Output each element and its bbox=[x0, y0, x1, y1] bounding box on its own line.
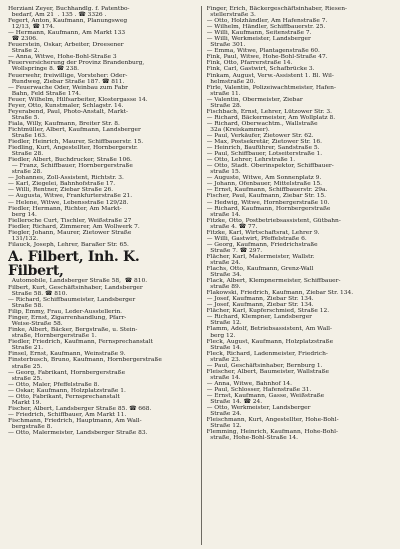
directory-entry: straße, Hohe-Bohl-Straße 14. bbox=[206, 435, 299, 442]
directory-entry: 131/132. bbox=[8, 235, 39, 242]
directory-entry: Fleck, August, Kaufmann, Holzplatzstraße bbox=[206, 338, 334, 345]
directory-entry: Straße 58. bbox=[8, 303, 44, 310]
directory-entry: Flamm, Adolf, Betriebsassistent, Am Wall- bbox=[206, 326, 332, 333]
directory-entry: Finkam, August, Verw.-Assistent 1. Bl. Wil- bbox=[206, 72, 334, 79]
directory-entry: Fischer, Paul, Kaufmann, Ziebar Str. 15. bbox=[206, 193, 327, 200]
directory-entry: Rundweg, Ziebar Straße 187. ☎ 811. bbox=[8, 78, 125, 85]
directory-entry: Filip, Emmy, Frau, Leder-Ausstellerin. bbox=[8, 309, 122, 316]
directory-entry: Fitzke, Karl, Wirtschaftsrat, Lehrer 9. bbox=[206, 229, 320, 236]
directory-entry: — Otto, Werkmeister, Landsberger bbox=[206, 405, 311, 412]
directory-entry: Fink, Otto, Pfarrerstraße 14. bbox=[206, 60, 293, 67]
directory-entry: Fiedler, Albert, Buchdrucker, Straße 106. bbox=[8, 157, 132, 164]
directory-entry: — Heinrich, Bauführer, Sandstraße 5. bbox=[206, 145, 320, 152]
directory-entry: Straße 14. ☎ 24. bbox=[206, 399, 263, 406]
directory-entry: — Josef, Kaufmann, Ziebar Str. 134. bbox=[206, 296, 314, 303]
directory-entry: — Auguste, Witwe, Am Sonnenplatz 9. bbox=[206, 175, 322, 182]
advertisement-subline: Automobile, Landsberger Straße 58, ☎ 810. bbox=[8, 277, 148, 284]
directory-entry: — Paul, Geschäftsinhaber, Bernburg 1. bbox=[206, 362, 323, 369]
directory-entry: Fleischmann, Kurt, Angestellter, Hohe-Bohl- bbox=[206, 417, 339, 424]
directory-entry: — Josef, Kaufmann, Ziebar Str. 134. bbox=[206, 302, 314, 309]
column-divider bbox=[201, 6, 202, 545]
directory-entry: Flachs, Otto, Kaufmann, Grenz-Wall bbox=[206, 266, 314, 273]
directory-entry: — Richard, Bäckermeister, Am Wollplatz 8. bbox=[206, 114, 336, 121]
directory-entry: Feuerstein, Oskar, Arbeiter, Dreesener bbox=[8, 42, 124, 49]
directory-entry: straße 15. bbox=[206, 169, 241, 176]
directory-entry: Fiedler, Hermann, Richter, Am Markt- bbox=[8, 205, 122, 212]
directory-entry: — Hedwig, Witwe, Hornbergerstraße 10. bbox=[206, 199, 330, 206]
directory-entry: — Emma, Witwe, Plantagenstraße 60. bbox=[206, 48, 320, 55]
directory-entry: — Max, Postsekretär, Zietower Str. 16. bbox=[206, 139, 322, 146]
directory-entry: Finger, Erich, Bäckergeschäftsinhaber, Riesen- bbox=[206, 6, 347, 12]
directory-entry: — Augusta, Witwe, Frankfurterstraße 21. bbox=[8, 193, 133, 200]
directory-entry: — Richard, Schiffbaumeister, Landsberger bbox=[8, 297, 136, 304]
directory-entry: bergstraße 8. bbox=[8, 424, 53, 430]
directory-entry: Fegert, Anton, Kaufmann, Planungsweg bbox=[8, 18, 128, 25]
directory-entry: — Otto, Malermeister, Landsberger Straße 83. bbox=[8, 430, 148, 437]
directory-entry: ☎ 2306. bbox=[8, 36, 38, 43]
directory-entry: Fischer, Albert, Landsberger Straße 85. ☎ 668. bbox=[8, 405, 152, 412]
directory-entry: Feyer, Otto, Kunstmaler, Schlagstr. 14. bbox=[8, 102, 124, 109]
directory-entry: Straße 7. ☎ 297. bbox=[206, 247, 263, 254]
directory-entry: — Willi, Rentner, Ziebar Straße 26. bbox=[8, 187, 114, 194]
directory-entry: Straße 5. bbox=[8, 114, 40, 121]
directory-entry: — Otto, Stadt. Oberinspektor, Schiffbauer- bbox=[206, 163, 334, 170]
directory-entry: straße 4. ☎ 77. bbox=[206, 223, 258, 230]
directory-entry: — Richard, Oberwachtm., Wallstraße bbox=[206, 120, 318, 127]
directory-entry: — Otto, Maler, Pfeffelstraße 8. bbox=[8, 381, 100, 388]
directory-entry: — Hermann, Kaufmann, Am Markt 133 bbox=[8, 30, 126, 37]
directory-entry: Flemming, Heinrich, Kaufmann, Hohe-Bohl- bbox=[206, 429, 338, 436]
right-column bbox=[207, 6, 395, 545]
directory-entry: Straße 34. bbox=[206, 272, 242, 279]
directory-entry: — Georg, Kaufmann, Friedrichstraße bbox=[206, 241, 318, 248]
directory-entry: — Paul, Schiffbauer, Lotseiterstraße 1. bbox=[206, 151, 323, 158]
directory-entry: bedarf, Am 21 . 135 . ☎ 3326 . bbox=[8, 12, 107, 19]
directory-entry: Feuerwehr, freiwillige, Vorsteher: Oder- bbox=[8, 72, 128, 79]
directory-entry: Fischmann, Friedrich, Hauptmann, Am Wall- bbox=[8, 417, 142, 424]
directory-entry: Flack, Albert, Klempnermeister, Schiffbauer- bbox=[206, 278, 341, 285]
directory-entry: — Paul, Schlosser, Hafenstraße 31. bbox=[206, 386, 312, 393]
directory-entry: Fleck, Richard, Ladenmeister, Friedrich- bbox=[206, 350, 328, 357]
directory-entry: straße 25. bbox=[8, 375, 43, 382]
directory-entry: Finsterbusch, Bruno, Kaufmann, Hornbergerstraße bbox=[8, 357, 162, 364]
directory-entry: Filbert, Kurt, Geschäftsinhaber, Landsberger bbox=[8, 284, 143, 291]
directory-entry: Fiala, Willy, Kaufmann, Breiter Str. 8. bbox=[8, 120, 120, 127]
directory-entry: Feuer, Wilhelm, Hilfsarbeiter, Klostergasse 14. bbox=[8, 96, 148, 103]
directory-entry: Fielleroche Curt, Tischler, Weißstraße 27 bbox=[8, 217, 132, 224]
directory-entry: Fiegler, Johann, Maurer, Zietower Straße bbox=[8, 229, 132, 236]
directory-entry: — Willi, Kaufmann, Seitenstraße 7. bbox=[206, 30, 312, 37]
directory-entry: — Anna, Witwe, Bahnhof 14. bbox=[206, 380, 293, 387]
directory-entry: — Wilhelm, Händler, Schiffbauerstr. 25. bbox=[206, 24, 326, 31]
directory-entry: Flakowski, Friedrich, Kaufmann, Ziebar Str. 134. bbox=[206, 290, 354, 297]
directory-entry: straße 25. bbox=[8, 363, 43, 370]
directory-entry: — Paul, Verkäufer, Zietower Str. 62. bbox=[206, 132, 314, 139]
directory-entry: Finke, Albert, Bäcker, Bergstraße, u. Stein- bbox=[8, 327, 138, 334]
directory-entry: Flächer, Karl, Malermeister, Wallstr. bbox=[206, 253, 315, 260]
directory-entry: Feyerabend, Paul, Photo-Anstalt, Markt- bbox=[8, 108, 129, 115]
directory-entry: Straße 28. bbox=[8, 151, 44, 158]
directory-entry: straße 23. bbox=[206, 356, 241, 363]
directory-entry: helmstraße 20. bbox=[206, 78, 256, 85]
directory-entry: — Ernst, Kaufmann, Gasse, Weißstraße bbox=[206, 393, 325, 399]
advertisement-heading: A. Filbert, Inh. K. Filbert, bbox=[8, 248, 145, 279]
directory-entry: Fiedler, Heinrich, Maurer, Schiffbauerstr. 15. bbox=[8, 139, 144, 146]
directory-entry: Straße 28. bbox=[206, 102, 242, 109]
directory-entry: — Franz, Schiffbauer, Hornbergerstraße bbox=[8, 163, 133, 170]
directory-entry: — Anna, Witwe, Hohe-Bohl-Straße 3 bbox=[8, 54, 117, 61]
directory-entry: Feuerversicherung der Provinz Brandenburg, bbox=[8, 60, 145, 67]
directory-entry: — Oskar, Kaufmann, Holzplatzstraße 1. bbox=[8, 387, 126, 394]
directory-entry: straße 14. bbox=[206, 211, 241, 218]
directory-entry: Straße 2. bbox=[8, 48, 40, 55]
directory-entry: straße 11. bbox=[206, 90, 241, 97]
directory-entry: Weise-Straße 58. bbox=[8, 321, 63, 328]
directory-entry: straße 28. bbox=[8, 169, 43, 176]
directory-entry: — Karl, Ziegelei, Bahnhofstraße 17. bbox=[8, 181, 116, 188]
directory-entry: Fiedler, Richard, Zimmerer, Am Wollwerk 7. bbox=[8, 223, 140, 230]
directory-entry: Flächer, Karl, Kupferschmied, Straße 12. bbox=[206, 308, 330, 315]
directory-entry: — Johannes, Zoll-Assistent, Richtstr. 3. bbox=[8, 175, 124, 182]
directory-entry: Finsel, Ernst, Kaufmann, Weinstraße 9. bbox=[8, 351, 126, 358]
directory-entry: Firle, Valentin, Polizeiwachtmeister, Hafen- bbox=[206, 84, 336, 91]
directory-entry: Fink, Carl, Gastwirt, Schafbrücke 3. bbox=[206, 66, 315, 73]
directory-entry: — Valentin, Obermeister, Ziebar bbox=[206, 96, 303, 103]
directory-entry: straße 14. bbox=[206, 374, 241, 381]
directory-entry: — Otto, Holzhändler, Am Hafenstraße 7. bbox=[206, 18, 328, 25]
directory-entry: Finger, Ernst, Zigarrenhandlung, Pfarr- bbox=[8, 315, 127, 322]
directory-entry: 12/13, ☎ 174. bbox=[8, 24, 55, 31]
directory-entry: — Ernst, Kaufmann, Schiffbauerstr. 29a. bbox=[206, 187, 328, 194]
directory-entry: Fiedler, Friedrich, Kaufmann, Fernsprechanstalt bbox=[8, 339, 153, 346]
directory-entry: straße 89. bbox=[206, 284, 241, 291]
directory-entry: — Georg, Fabrikant, Hornbergerstraße bbox=[8, 369, 126, 376]
directory-entry: Straße 12. bbox=[206, 320, 242, 327]
directory-entry: 32a (Kreiskammer). bbox=[206, 126, 270, 133]
directory-entry: berg 14. bbox=[8, 211, 37, 218]
directory-entry: Fichtmüller, Albert, Kaufmann, Landsberger bbox=[8, 126, 141, 133]
directory-entry: Straße 21. bbox=[8, 345, 44, 352]
directory-entry: — Richard, Kaufmann, Hornbergerstraße bbox=[206, 205, 331, 212]
directory-entry: — Willi, Werkmeister, Landsberger bbox=[206, 36, 311, 43]
directory-entry: Markt 19. bbox=[8, 399, 42, 406]
directory-entry: — Otto, Fabrikant, Fernsprechanstalt bbox=[8, 393, 120, 400]
directory-entry: Straße 14. bbox=[206, 344, 242, 351]
directory-entry: berg 12. bbox=[206, 332, 236, 339]
directory-entry: Fitzke, Otto, Postbetriebsassistent, Gütbahn- bbox=[206, 217, 341, 224]
directory-entry: Straße 163. bbox=[8, 132, 47, 139]
directory-entry: straße 24. bbox=[206, 259, 241, 266]
directory-entry: Fleischer, Albert, Baumeister, Wallstraße bbox=[206, 368, 330, 375]
directory-entry: — Friedrich, Schiffbauer, Am Markt 11. bbox=[8, 411, 127, 418]
directory-entry: Straße 24. bbox=[206, 411, 242, 418]
directory-entry: Filauck, Joseph, Lehrer, Baraßer Str. 65. bbox=[8, 241, 129, 248]
directory-entry: — Johann, Ofenbauer, Mittelstraße 15. bbox=[206, 181, 322, 188]
directory-entry: Straße 12. bbox=[206, 423, 242, 430]
directory-entry: stellerstraße 3. bbox=[206, 12, 256, 19]
directory-entry: — Richard, Klempner, Landsberger bbox=[206, 314, 312, 321]
left-column bbox=[8, 6, 196, 545]
directory-entry: — Feuerwache Oder, Weinbau zum Fabr bbox=[8, 84, 128, 91]
directory-entry: Fischbach, Ernst, Lehrer, Lützower Str. 3. bbox=[206, 108, 333, 115]
directory-entry: Bahn, Feld Straße 174. bbox=[8, 90, 81, 97]
directory-entry: — Otto, Lehrer, Lehrstraße 1. bbox=[206, 157, 296, 164]
directory-entry: Fiedling, Kurt, Angestellter, Hornbergerstr. bbox=[8, 145, 138, 152]
directory-entry: Herziani Zeyer, Buchhandlg. f. Patentbo- bbox=[8, 6, 130, 12]
directory-entry: straße, Hornbergerstraße 1. bbox=[8, 333, 97, 340]
directory-entry: — Helene, Witwe, Lebensstraße 129/28. bbox=[8, 199, 129, 206]
directory-entry: Wollspringe 8. ☎ 238. bbox=[8, 66, 79, 73]
directory-entry: Fink, Paul, Witwe, Hohe-Bohl-Straße 47. bbox=[206, 54, 328, 61]
directory-entry: Straße 58. ☎ 810. bbox=[8, 290, 68, 297]
directory-entry: — Willi, Gastwirt, Pfeffelstraße 6. bbox=[206, 235, 307, 242]
directory-entry: Straße 301. bbox=[206, 42, 246, 49]
